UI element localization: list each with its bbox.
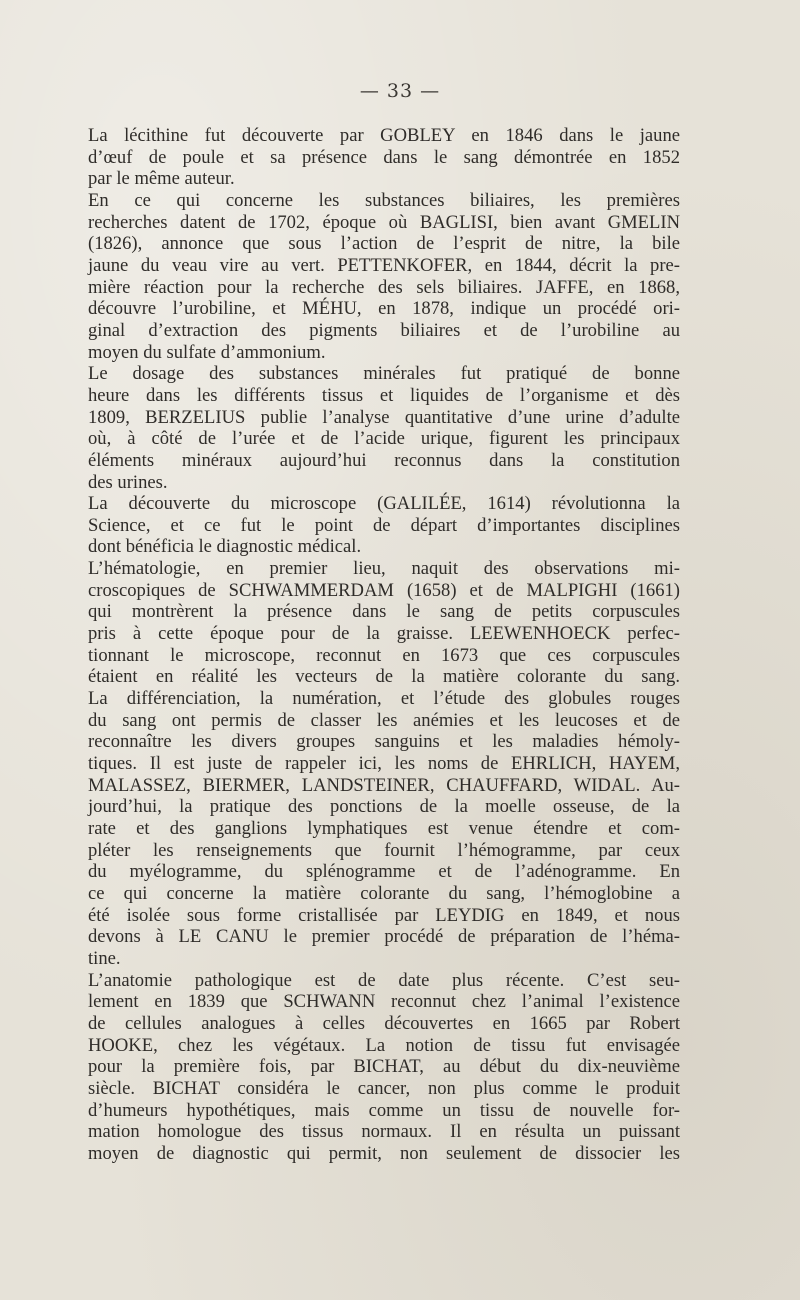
text-line: de cellules analogues à celles découvertes en 1665 par Robert: [88, 1012, 680, 1034]
text-line: jaune du veau vire au vert. PETTENKOFER, en 1844, décrit la pre-: [88, 254, 680, 276]
text-line: La lécithine fut découverte par GOBLEY en 1846 dans le jaune: [88, 125, 680, 146]
paragraph: [66, 493, 680, 558]
text-line: tionnant le microscope, reconnut en 1673 que ces corpuscules: [88, 644, 680, 666]
text-line: été isolée sous forme cristallisée par LEYDIG en 1849, et nous: [88, 904, 680, 926]
text-line: rate et des ganglions lymphatiques est venue étendre et com-: [88, 818, 680, 839]
text-line: L’hématologie, en premier lieu, naquit des observations mi-: [88, 558, 680, 580]
text-line: reconnaître les divers groupes sanguins et les maladies hémoly-: [88, 731, 680, 753]
text-line: moyen de diagnostic qui permit, non seulement de dissocier les: [88, 1142, 680, 1164]
text-line: éléments minéraux aujourd’hui reconnus dans la constitution: [88, 449, 680, 471]
text-line: La découverte du microscope (GALILÉE, 1614) révolutionna la: [88, 493, 680, 515]
paragraph: [66, 363, 680, 493]
text-line: du myélogramme, du splénogramme et de l’adénogramme. En: [88, 861, 680, 883]
body-text: [66, 125, 680, 1165]
text-line: devons à LE CANU le premier procédé de préparation de l’héma-: [88, 926, 680, 948]
text-line: Science, et ce fut le point de départ d’importantes disciplines: [88, 514, 680, 536]
text-line: d’humeurs hypothétiques, mais comme un tissu de nouvelle for-: [88, 1099, 680, 1121]
paragraph: [66, 190, 680, 363]
text-line: mière réaction pour la recherche des sels biliaires. JAFFE, en 1868,: [88, 276, 680, 298]
text-line: siècle. BICHAT considéra le cancer, non plus comme le produit: [88, 1077, 680, 1099]
text-line: tiques. Il est juste de rappeler ici, les noms de EHRLICH, HAYEM,: [88, 753, 680, 775]
paragraph: [66, 558, 680, 969]
text-line: étaient en réalité les vecteurs de la matière colorante du sang.: [88, 666, 680, 688]
text-line: du sang ont permis de classer les anémies et les leucoses et de: [88, 709, 680, 731]
text-line: lement en 1839 que SCHWANN reconnut chez l’animal l’existence: [88, 991, 680, 1013]
text-line: découvre l’urobiline, et MÉHU, en 1878, indique un procédé ori-: [88, 298, 680, 320]
text-line: par le même auteur.: [88, 168, 235, 190]
page-number: — 33 —: [359, 80, 441, 102]
text-line: croscopiques de SCHWAMMERDAM (1658) et de MALPIGHI (1661): [88, 579, 680, 601]
text-line: recherches datent de 1702, époque où BAGLISI, bien avant GMELIN: [88, 211, 680, 233]
text-line: des urines.: [88, 471, 168, 493]
text-line: 1809, BERZELIUS publie l’analyse quantitative d’une urine d’adulte: [88, 406, 680, 428]
text-line: dont bénéficia le diagnostic médical.: [88, 536, 362, 558]
text-line: d’œuf de poule et sa présence dans le sang démontrée en 1852: [88, 146, 680, 168]
text-line: pour la première fois, par BICHAT, au début du dix-neuvième: [88, 1056, 680, 1078]
text-line: mation homologue des tissus normaux. Il en résulta un puissant: [88, 1121, 680, 1143]
text-line: MALASSEZ, BIERMER, LANDSTEINER, CHAUFFARD, WIDAL. Au-: [88, 774, 680, 796]
text-line: Le dosage des substances minérales fut pratiqué de bonne: [88, 363, 680, 385]
text-line: jourd’hui, la pratique des ponctions de la moelle osseuse, de la: [88, 796, 680, 818]
text-line: tine.: [88, 947, 121, 969]
text-line: où, à côté de l’urée et de l’acide urique, figurent les principaux: [88, 428, 680, 450]
text-line: pris à cette époque pour de la graisse. LEEWENHOECK perfec-: [88, 623, 680, 645]
text-line: (1826), annonce que sous l’action de l’esprit de nitre, la bile: [88, 233, 680, 255]
text-line: heure dans les différents tissus et liquides de l’organisme et dès: [88, 384, 680, 406]
text-line: L’anatomie pathologique est de date plus récente. C’est seu-: [88, 969, 680, 991]
paragraph: [66, 970, 680, 1165]
text-line: qui montrèrent la présence dans le sang de petits corpuscules: [88, 601, 680, 623]
text-line: En ce qui concerne les substances biliaires, les premières: [88, 189, 680, 211]
text-line: HOOKE, chez les végétaux. La notion de tissu fut envisagée: [88, 1034, 680, 1056]
text-line: pléter les renseignements que fournit l’hémogramme, par ceux: [88, 839, 680, 861]
text-line: ce qui concerne la matière colorante du sang, l’hémoglobine a: [88, 882, 680, 904]
text-line: moyen du sulfate d’ammonium.: [88, 341, 326, 363]
paragraph: [66, 125, 680, 190]
text-line: ginal d’extraction des pigments biliaires et de l’urobiline au: [88, 319, 680, 341]
text-line: La différenciation, la numération, et l’étude des globules rouges: [88, 688, 680, 710]
